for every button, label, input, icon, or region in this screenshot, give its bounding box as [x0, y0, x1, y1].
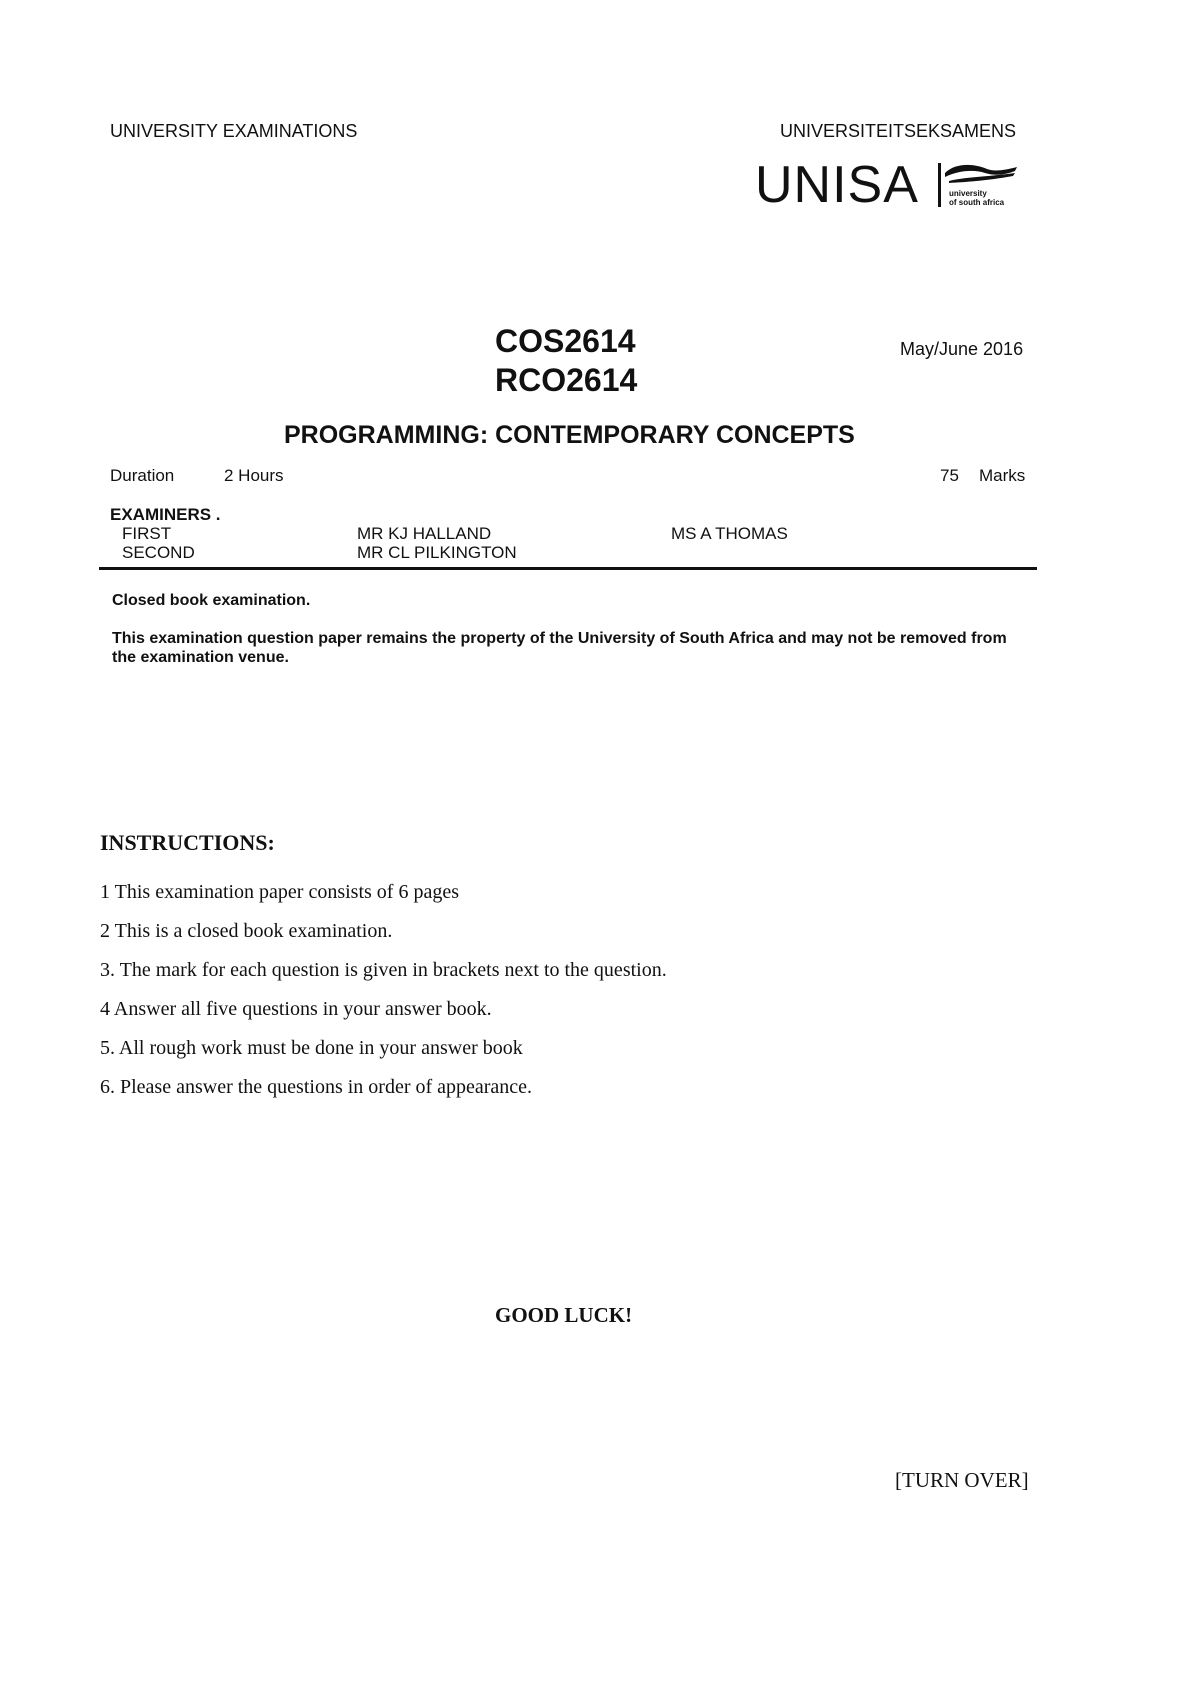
unisa-logo: [755, 155, 1020, 215]
turn-over-text: [TURN OVER]: [895, 1468, 1029, 1492]
instructions-list: [100, 880, 667, 1114]
instruction-item: 3. The mark for each question is given in brackets next to the question.: [100, 959, 667, 981]
instruction-item: 1 This examination paper consists of 6 pages: [100, 881, 460, 903]
instruction-item: 6. Please answer the questions in order of appearance.: [100, 1076, 533, 1098]
logo-wordmark: UNISA: [755, 156, 919, 214]
logo-tagline-line2: of south africa: [949, 198, 1005, 207]
examiner-second-label: SECOND: [122, 543, 195, 562]
examiner-first-name: MR KJ HALLAND: [357, 524, 492, 543]
duration-value: 2 Hours: [224, 466, 284, 485]
good-luck-text: GOOD LUCK!: [495, 1303, 633, 1327]
header-divider: [99, 567, 1037, 570]
examiner-second-name: MR CL PILKINGTON: [357, 543, 517, 562]
marks-value: 75: [940, 466, 959, 485]
duration-label: Duration: [110, 466, 175, 485]
instructions-heading: INSTRUCTIONS:: [100, 830, 275, 855]
header-right-text: UNIVERSITEITSEKSAMENS: [780, 121, 1017, 141]
property-notice: This examination question paper remains the property of the University of South Africa and may not be removed from the examination venue.: [112, 630, 1007, 666]
header-left-text: UNIVERSITY EXAMINATIONS: [110, 121, 358, 141]
instruction-item: 4 Answer all five questions in your answer book.: [100, 998, 492, 1020]
instruction-item: 2 This is a closed book examination.: [100, 920, 393, 942]
closed-book-note: Closed book examination.: [112, 592, 311, 609]
exam-session-date: May/June 2016: [900, 339, 1024, 359]
marks-label: Marks: [979, 466, 1026, 485]
course-code-primary: COS2614: [495, 323, 636, 359]
logo-tagline-line1: university: [949, 189, 987, 198]
course-code-secondary: RCO2614: [495, 362, 638, 398]
examiners-heading: EXAMINERS .: [110, 505, 221, 524]
instruction-item: 5. All rough work must be done in your answer book: [100, 1037, 523, 1059]
course-title: PROGRAMMING: CONTEMPORARY CONCEPTS: [284, 421, 855, 449]
examiner-first-name: MS A THOMAS: [671, 524, 788, 543]
examiner-first-label: FIRST: [122, 524, 172, 543]
